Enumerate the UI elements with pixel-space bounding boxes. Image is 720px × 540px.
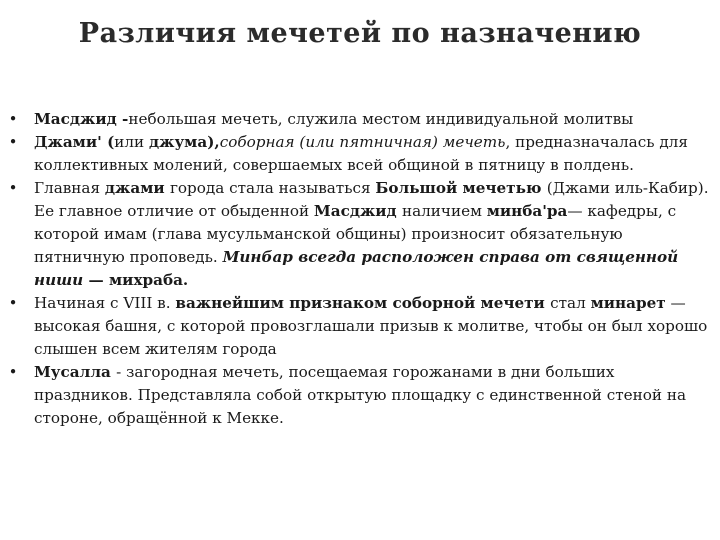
bullet-text-run: Большой мечетью <box>375 179 547 197</box>
bullet-text-run: минба'ра <box>486 202 568 220</box>
bullet-text-run: — кафедры, с которой имам (глава мусульманской общины) произносит обязательную пятничную проповедь. <box>34 202 677 266</box>
bullet-text-run: джами <box>104 179 170 197</box>
bullet-text-run: - <box>122 110 129 128</box>
bullet-item <box>6 131 714 177</box>
bullet-text-run: (Джами иль-Кабир). Ее главное отличие от обыденной <box>34 179 709 220</box>
bullet-text-run: джума), <box>149 133 220 151</box>
bullet-text-run: — высокая башня, с которой провозглашали призыв к молитве, чтобы он был хорошо слышен всем жителям города <box>34 294 708 358</box>
bullet-marker: • <box>8 133 18 151</box>
bullet-text-run: небольшая мечеть, служила местом индивидуальной молитвы <box>128 110 634 128</box>
bullet-text-run: или <box>114 133 149 151</box>
bullet-text-run: Главная <box>34 179 105 197</box>
bullet-text-run: города стала называться <box>169 179 376 197</box>
bullet-item <box>6 361 714 430</box>
bullet-marker: • <box>8 179 18 197</box>
bullet-text-run: Минбар всегда расположен справа от священной ниши <box>34 248 679 289</box>
bullet-text-run: — михраба. <box>88 271 189 289</box>
bullet-text-run: Масджид <box>313 202 402 220</box>
bullet-text-run: наличием <box>401 202 487 220</box>
bullet-text-run: минарет <box>590 294 666 312</box>
slide-title: Различия мечетей по назначению <box>78 18 642 49</box>
bullet-text-run: Мусалла <box>34 363 117 381</box>
bullet-text-run: Джами' ( <box>34 133 115 151</box>
bullet-item <box>6 108 714 131</box>
bullet-text-run: соборная (или пятничная) <box>219 133 443 151</box>
bullet-marker: • <box>8 363 18 381</box>
bullet-text-run: Начиная с VIII в. <box>34 294 176 312</box>
bullet-marker: • <box>8 294 18 312</box>
bullet-text-run: мечеть <box>442 133 506 151</box>
bullet-item <box>6 292 714 361</box>
bullet-text-run: важнейшим признаком соборной мечети <box>175 294 551 312</box>
bullet-text-run: Масджид <box>34 110 123 128</box>
bullet-text-run: , предназначалась для коллективных молений, совершаемых всей общиной в пятницу в полдень. <box>34 133 688 174</box>
bullet-item <box>6 177 714 292</box>
bullet-marker: • <box>8 110 18 128</box>
bullet-text-run: стал <box>550 294 591 312</box>
bullet-list <box>6 108 714 430</box>
bullet-text-run: - загородная мечеть, посещаемая горожанами в дни больших праздников. Представляла собой открытую площадку с единственной стеной на стороне, обращённой к Мекке. <box>34 363 687 427</box>
